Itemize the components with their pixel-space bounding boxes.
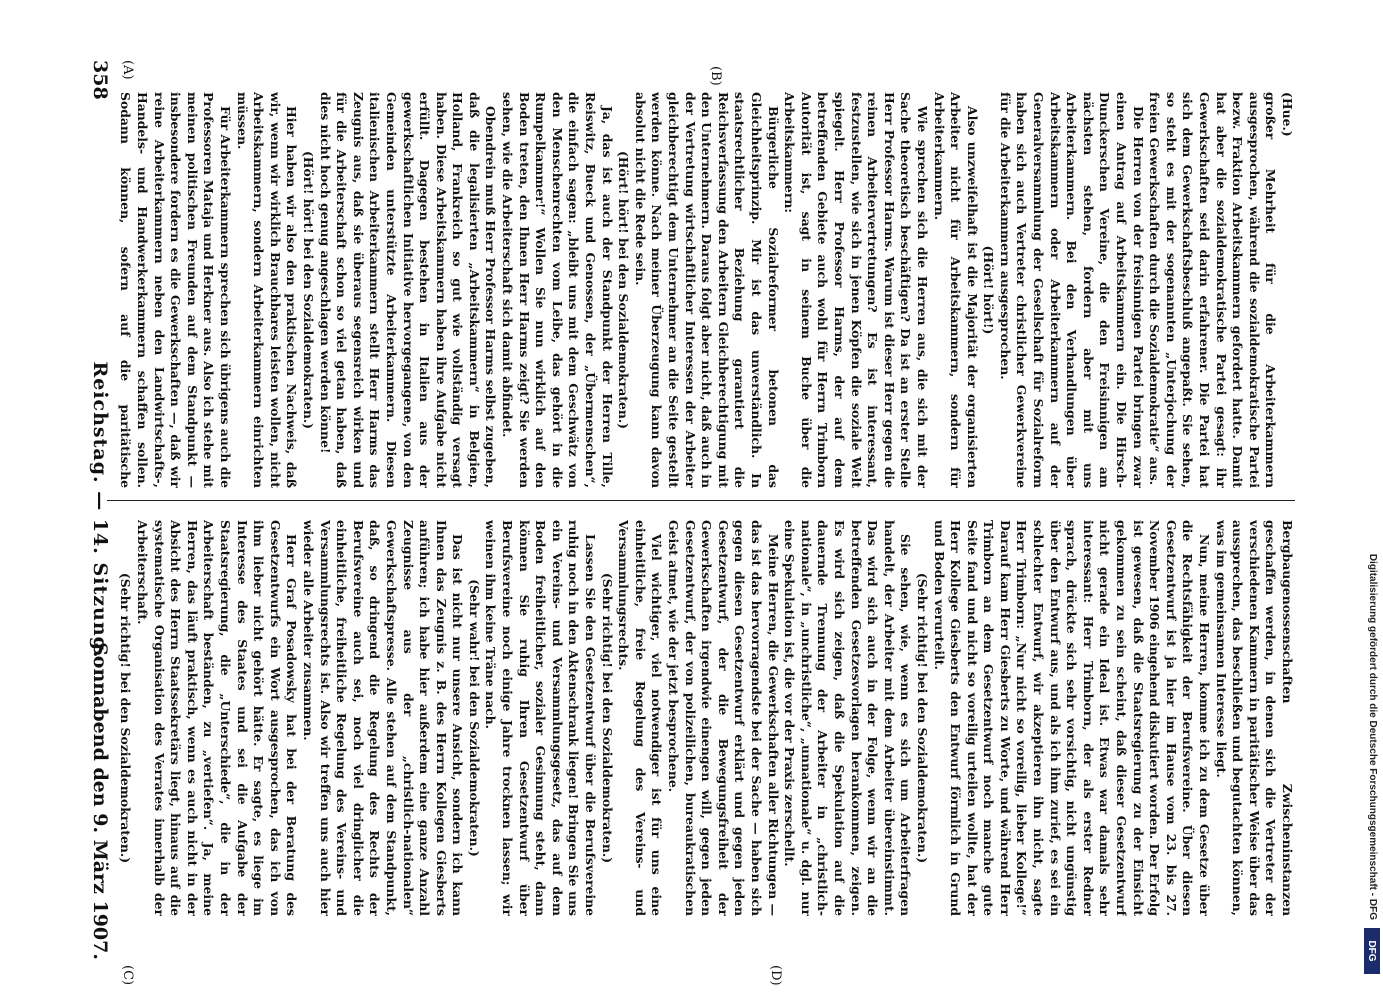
paragraph: Das ist nicht nur unsere Ansicht, sondern ich kann Ihnen das Zeugnis z. B. des Herrn Kollegen Giesberts anführen; ich habe hier außerdem eine ganze Anzahl Zeugnisse aus der „christlich-nationalen“ Gewerkschaftspresse. Alle stehen auf dem Standpunkt, daß, so dringend die Regelung des Rechts der Berufsvereine auch sei, noch viel dringlicher die einheitliche, freiheitliche Regelung des Vereins- und Versammlungsrechts ist. Also wir treffen uns auch hier wieder alle Arbeiter zusammen. <box>300 520 466 916</box>
paragraph: Sie sehen, wie, wenn es sich um Arbeiterfragen handelt, der Arbeiter mit dem Arbeiter übereinstimmt. Das wird sich auch in der Folge, wenn wir an die betreffenden Gesetzesvorlagen herankommen, zeigen. Es wird sich zeigen, daß die Spekulation auf die dauernde Trennung der Arbeiter in „christlich-nationale“, in „unchristliche“, „unnationale“ u. dgl. nur eine Spekulation ist, die vor der Praxis zerschellt. <box>782 520 914 916</box>
paragraph: Wie sprechen sich die Herren aus, die sich mit der Sache theoretisch beschäftigen? Da ist an erster Stelle Herr Professor Harms. Warum ist dieser Herr gegen die reinen Arbeitervertretungen? Es ist interessant, festzustellen, wie sich in jenen Köpfen die soziale Welt spiegelt. Herr Professor Harms, der auf dem betreffenden Gebiete auch wohl für Herrn Trimborn Autorität ist, sagt in seinem Buche über die Arbeitskammern: <box>782 92 930 488</box>
margin-marker-a: (A) <box>120 60 135 80</box>
right-column <box>115 520 1295 916</box>
paragraph <box>115 520 117 916</box>
interjection: (Hört! hört! bei den Sozialdemokraten.) <box>300 150 316 430</box>
session-date: Sonnabend den 9. März 1907. <box>89 642 111 960</box>
column-divider <box>107 500 1295 501</box>
dfg-logo: DFG <box>1364 928 1380 974</box>
interjection: (Sehr richtig! bei den Sozialdemokraten.) <box>599 572 615 864</box>
interjection: (Hört! hört! bei den Sozialdemokraten.) <box>616 150 632 430</box>
interjection: (Hört! hört!) <box>981 245 997 335</box>
quotation: Bürgerliche Sozialreformer betonen das Gleichheitsprinzip. Mir ist das unverständlich. In staatsrechtlicher Beziehung garantiert die Reichsverfassung den Arbeitern Gleichberechtigung mit den Unternehmern. Daraus folgt aber nicht, daß auch in der Vertretung wirtschaftlicher Interessen der Arbeiter gleichberechtigt dem Unternehmer an die Seite gestellt werden könne. Nach meiner Überzeugung kann davon absolut nicht die Rede sein. <box>632 92 781 488</box>
page-number: 358 <box>89 60 111 100</box>
paragraph: Herr Graf Posadowsky hat bei der Beratung des Gesetzentwurfs ein Wort ausgesprochen, das ich von ihm lieber nicht gehört hätte. Er sagte, es liege im Interesse des Staates und sei die Aufgabe der Staatsregierung, die „Unterschiede“, die in der Arbeiterschaft beständen, zu „vertiefen“. Ja, meine Herren, das läuft praktisch, wenn es auch nicht in der Absicht des Herrn Staatssekretärs liegt, hinaus auf die systematische Organisation des Verrates innerhalb der Arbeiterschaft. <box>135 520 300 916</box>
page-header <box>75 60 115 960</box>
paragraph: Für Arbeiterkammern sprechen sich übrigens auch die Professoren Mataja und Herkner aus. Also ich stehe mit meinen politischen Freunden auf dem Standpunkt — insbesondere fordern es die Gewerkschaften —, daß wir reine Arbeiterkammern neben den Landwirtschafts-, Handels- und Handwerkerkammern schaffen sollen. Sodann können, sofern auf die paritätische <box>118 92 233 488</box>
interjection: (Sehr richtig! bei den Sozialdemokraten.) <box>914 572 930 864</box>
page-title: Reichstag. — 14. Sitzung. <box>89 361 111 659</box>
speaker-tag: (Hue.) <box>1280 92 1295 137</box>
digitization-credit: Digitalisierung gefördert durch die Deutsche Forschungsgemeinschaft - DFG <box>1367 553 1378 920</box>
paragraph: Die Herren von der freisinnigen Partei bringen zwar einen Antrag auf Arbeitskammern ein. Die Hirsch-Dunckerschen Vereine, die den Freisinnigen am nächsten stehen, fordern aber mit uns Arbeiterkammern. Bei den Verhandlungen über Arbeitskammern oder Arbeiterkammern auf der Generalversammlung der Gesellschaft für Sozialreform haben sich auch Vertreter christlicher Gewerkvereine für die Arbeiterkammern ausgesprochen. <box>997 92 1146 488</box>
paragraph: Meine Herren, die Gewerkschaften aller Richtungen — das ist das hervorragendste bei der Sache — haben sich gegen diesen Gesetzentwurf erklärt und gegen jeden Gesetzentwurf, der die Bewegungsfreiheit der Gewerkschaften irgendwie einengen will, gegen jeden Gesetzentwurf, der von polizeilichen, bureaukratischen Geist atmet, wie der jetzt besprochene. <box>666 520 781 916</box>
interjection: (Sehr richtig! bei den Sozialdemokraten.) <box>118 572 134 864</box>
paragraph: Also unzweifelhaft ist die Majorität der organisierten Arbeiter nicht für Arbeitskammern, sondern für Arbeiterkammern. <box>931 92 980 488</box>
paragraph: Ja, das ist auch der Standpunkt der Herren Tille, Reiswitz, Bueck und Genossen, der „Übermenschen“, die einfach sagen: „bleibt uns mit dem Geschwätz von den Menschenrechten vom Leibe, das gehört in die Rumpelkammer!“ Wollen Sie nun wirklich auf den Boden treten, den Ihnen Herr Harms zeigt? Sie werden sehen, wie die Arbeiterschaft sich damit abfindet. <box>500 92 615 488</box>
paragraph: großer Mehrheit für die Arbeiterkammern ausgesprochen, während die sozialdemokratische Partei bezw. Fraktion Arbeitskammern gefordert hatte. Damit hat aber die sozialdemokratische Partei gesagt: ihr Gewerkschaften seid darin erfahrener. Die Partei hat sich dem Gewerkschaftsbeschluß angepaßt. Sie sehen, so steht es mit der sogenannten „Unterjochung der freien Gewerkschaften durch die Sozialdemokratie“ aus. <box>1147 92 1279 488</box>
margin-marker-b: (B) <box>708 66 723 86</box>
paragraph: Lassen Sie den Gesetzentwurf über die Berufsvereine ruhig noch in den Aktenschrank liegen! Bringen Sie uns ein Vereins- und Versammlungsgesetz, das auf dem Boden freiheitlicher, sozialer Gesinnung steht, dann können Sie ruhig Ihren Gesetzentwurf über Berufsvereine noch einige Jahre trocknen lassen; wir weinen ihm keine Träne nach. <box>483 520 599 916</box>
paragraph: Hier haben wir also den praktischen Nachweis, daß wir, wenn wir wirklich Brauchbares leisten wollen, nicht Arbeitskammern, sondern Arbeiterkammern einrichten müssen. <box>234 92 300 488</box>
left-column <box>115 92 1295 488</box>
paragraph: Obendrein muß Herr Professor Harms selbst zugeben, daß die legalisierten „Arbeitskammern“ in Belgien, Holland, Frankreich so gut wie vollständig versagt haben. Diese Arbeitskammern haben ihre Aufgabe nicht erfüllt. Dagegen bestehen in Italien aus der gewerkschaftlichen Initiative hervorgegangene, von den Gemeinden unterstützte Arbeiterkammern. Diesen italienischen Arbeiterkammern stellt Herr Harms das Zeugnis aus, daß sie überaus segensreich wirken und für die Arbeiterschaft schon so viel getan haben, daß dies nicht hoch genug angeschlagen werden könne! <box>317 92 499 488</box>
paragraph: Viel wichtiger, viel notwendiger ist für uns eine einheitliche, freie Regelung des Vereins- und Versammlungsrechts. <box>616 520 665 916</box>
interjection: (Sehr wahr! bei den Sozialdemokraten.) <box>466 579 482 857</box>
paragraph: Bergbaugenossenschaften Zwischeninstanzen geschaffen werden, in denen sich die Vertreter der verschiedenen Kammern in paritätischer Weise über das aussprechen, das beschließen und begutachten können, was im gemeinsamen Interesse liegt. <box>1213 520 1295 916</box>
margin-marker-c: (C) <box>120 965 135 986</box>
paragraph: Nun, meine Herren, komme ich zu dem Gesetze über die Rechtsfähigkeit der Berufsvereine. Über diesen Gesetzentwurf ist ja hier im Hause vom 23. bis 27. November 1906 eingehend diskutiert worden. Der Erfolg ist gewesen, daß die Staatsregierung zu der Einsicht gekommen zu sein scheint, daß dieser Gesetzentwurf nicht gerade ein Ideal ist. Etwas war damals sehr interessant: Herr Trimborn, der als erster Redner sprach, drückte sich sehr vorsichtig, nicht ungünstig über den Entwurf aus, und als ich ihm zurief, es sei ein schlechter Entwurf, wir akzeptieren ihn nicht, sagte Herr Trimborn: „Nur nicht so voreilig, lieber Kollege!“ Darauf kam Herr Giesberts zu Worte, und während Herr Trimborn an dem Gesetzentwurf noch manche gute Seite fand und nicht so voreilig urteilen wollte, hat der Herr Kollege Giesberts den Entwurf förmlich in Grund und Boden verurteilt. <box>931 520 1213 916</box>
margin-marker-d: (D) <box>768 965 783 986</box>
